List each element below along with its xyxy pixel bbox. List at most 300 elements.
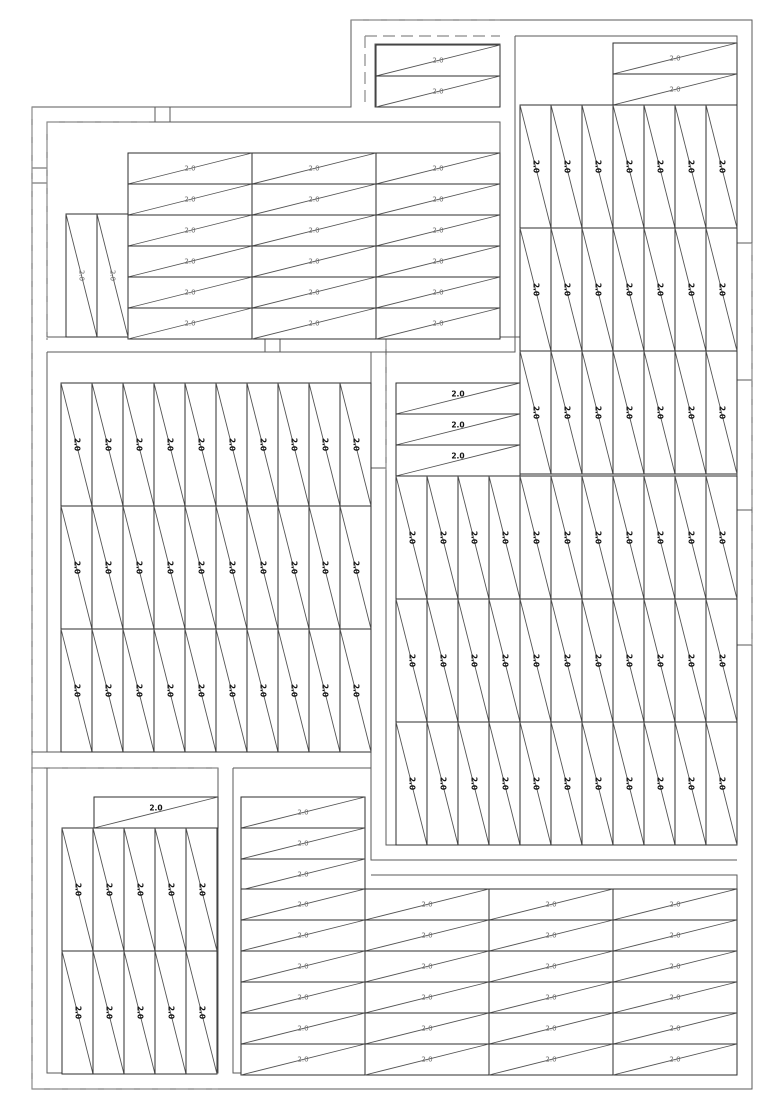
right-upper-panel	[706, 351, 737, 474]
panel-label: 2.0	[165, 560, 175, 575]
right-lower-panel	[675, 599, 706, 722]
right-lower-panel	[551, 476, 582, 599]
middle-left-panel	[340, 506, 371, 629]
right-lower-panel	[582, 722, 613, 845]
panel-label: 2.0	[438, 530, 448, 545]
bottom-left-panel	[93, 951, 124, 1074]
panel-label: 2.0	[686, 282, 696, 297]
bottom-right-panel	[489, 889, 613, 920]
right-lower-panel	[613, 599, 644, 722]
panel-label: 2.0	[308, 257, 320, 266]
panel-label: 2.0	[669, 931, 681, 940]
panel-label: 2.0	[320, 437, 330, 452]
middle-left-panel	[61, 383, 92, 506]
panel-label: 2.0	[655, 282, 665, 297]
panel-label: 2.0	[593, 405, 603, 420]
bottom-left-panel	[93, 828, 124, 951]
upper-left-panel	[128, 215, 252, 246]
bottom-right-panel	[365, 1013, 489, 1044]
panel-label: 2.0	[196, 683, 206, 698]
panel-label: 2.0	[227, 437, 237, 452]
panel-label: 2.0	[669, 900, 681, 909]
bottom-left-panel	[124, 951, 155, 1074]
middle-left-panel	[154, 629, 185, 752]
upper-left-panel	[252, 277, 376, 308]
bottom-right-panel	[613, 1044, 737, 1075]
upper-left-panel	[252, 246, 376, 277]
panel-label: 2.0	[308, 164, 320, 173]
middle-left-panel	[216, 383, 247, 506]
panel-label: 2.0	[686, 159, 696, 174]
right-upper-panel	[706, 105, 737, 228]
panel-label: 2.0	[717, 530, 727, 545]
middle-left-panel	[154, 506, 185, 629]
middle-left-panel	[123, 506, 154, 629]
panel-label: 2.0	[308, 319, 320, 328]
bottom-right-panel	[365, 920, 489, 951]
right-lower-panel	[582, 599, 613, 722]
right-lower-panel	[489, 476, 520, 599]
bottom-right-panel	[241, 889, 365, 920]
bottom-left-panel	[186, 828, 217, 951]
bottom-right-panel	[241, 1013, 365, 1044]
right-lower-panel	[551, 722, 582, 845]
panel-label: 2.0	[258, 683, 268, 698]
panel-label: 2.0	[289, 683, 299, 698]
panel-label: 2.0	[289, 560, 299, 575]
panel-label: 2.0	[104, 882, 114, 897]
panel-label: 2.0	[562, 776, 572, 791]
right-upper-panel	[520, 105, 551, 228]
bottom-left-landscape-panel	[94, 797, 218, 828]
right-upper-panel	[644, 105, 675, 228]
right-upper-panel	[551, 105, 582, 228]
panel-label: 2.0	[545, 900, 557, 909]
bottom-right-panel	[489, 920, 613, 951]
panel-label: 2.0	[135, 882, 145, 897]
bottom-left-panel	[62, 828, 93, 951]
upper-left-panel	[376, 308, 500, 339]
upper-left-panel	[376, 246, 500, 277]
upper-left-panel	[128, 153, 252, 184]
right-lower-panel	[644, 722, 675, 845]
right-upper-panel	[613, 228, 644, 351]
panel-label: 2.0	[438, 776, 448, 791]
right-lower-panel	[613, 476, 644, 599]
panel-label: 2.0	[624, 530, 634, 545]
panel-label: 2.0	[135, 1005, 145, 1020]
panel-label: 2.0	[624, 653, 634, 668]
panel-label: 2.0	[196, 560, 206, 575]
panel-label: 2.0	[717, 282, 727, 297]
panel-label: 2.0	[451, 389, 465, 399]
panel-label: 2.0	[351, 560, 361, 575]
middle-left-panel	[309, 506, 340, 629]
panel-label: 2.0	[545, 1024, 557, 1033]
bottom-right-panel	[241, 982, 365, 1013]
middle-left-panel	[340, 629, 371, 752]
right-lower-panel	[520, 722, 551, 845]
upper-left-panel	[252, 184, 376, 215]
bottom-right-panel	[365, 951, 489, 982]
bottom-right-stack-panel	[241, 859, 365, 890]
panel-label: 2.0	[297, 1024, 309, 1033]
panel-label: 2.0	[258, 560, 268, 575]
middle-left-panel	[247, 629, 278, 752]
right-lower-panel	[644, 599, 675, 722]
panel-label: 2.0	[669, 1055, 681, 1064]
panel-label: 2.0	[351, 683, 361, 698]
upper-left-panel	[252, 308, 376, 339]
panel-label: 2.0	[545, 993, 557, 1002]
panel-label: 2.0	[686, 653, 696, 668]
panel-label: 2.0	[77, 269, 86, 282]
right-mid-landscape-panel	[396, 414, 520, 445]
panel-label: 2.0	[103, 683, 113, 698]
panel-label: 2.0	[297, 808, 309, 817]
panel-label: 2.0	[134, 560, 144, 575]
panel-label: 2.0	[669, 993, 681, 1002]
panel-label: 2.0	[407, 653, 417, 668]
panel-label: 2.0	[166, 1005, 176, 1020]
panel-label: 2.0	[134, 437, 144, 452]
panel-label: 2.0	[103, 560, 113, 575]
right-upper-panel	[520, 228, 551, 351]
right-upper-panel	[582, 351, 613, 474]
panel-label: 2.0	[451, 451, 465, 461]
right-upper-panel	[644, 351, 675, 474]
right-upper-panel	[582, 228, 613, 351]
panel-label: 2.0	[593, 530, 603, 545]
panel-label: 2.0	[432, 56, 444, 65]
bottom-left-panel	[124, 828, 155, 951]
right-lower-panel	[520, 476, 551, 599]
panel-label: 2.0	[531, 282, 541, 297]
middle-left-panel	[247, 506, 278, 629]
panel-label: 2.0	[165, 683, 175, 698]
middle-left-panel	[247, 383, 278, 506]
right-upper-panel	[675, 228, 706, 351]
vent-box	[155, 107, 170, 122]
panel-label: 2.0	[73, 882, 83, 897]
middle-left-panel	[340, 383, 371, 506]
panel-label: 2.0	[593, 776, 603, 791]
panel-label: 2.0	[421, 931, 433, 940]
right-upper-panel	[613, 351, 644, 474]
top-right-panel	[613, 43, 737, 74]
panel-label: 2.0	[320, 560, 330, 575]
middle-left-panel	[309, 383, 340, 506]
right-lower-panel	[458, 599, 489, 722]
panel-label: 2.0	[432, 226, 444, 235]
panel-label: 2.0	[531, 776, 541, 791]
panel-label: 2.0	[165, 437, 175, 452]
panel-array	[61, 43, 737, 1075]
middle-left-panel	[278, 383, 309, 506]
bottom-right-panel	[241, 920, 365, 951]
upper-left-panel	[128, 308, 252, 339]
right-upper-panel	[675, 105, 706, 228]
top-small-panel	[376, 45, 500, 76]
panel-label: 2.0	[184, 319, 196, 328]
panel-label: 2.0	[184, 288, 196, 297]
panel-label: 2.0	[103, 437, 113, 452]
right-lower-panel	[427, 476, 458, 599]
panel-label: 2.0	[686, 530, 696, 545]
top-small-panel	[376, 76, 500, 107]
upper-left-panel	[252, 153, 376, 184]
panel-label: 2.0	[297, 1055, 309, 1064]
panel-label: 2.0	[432, 257, 444, 266]
panel-label: 2.0	[669, 1024, 681, 1033]
upper-left-panel	[252, 215, 376, 246]
bottom-right-panel	[489, 1013, 613, 1044]
bottom-right-stack-panel	[241, 828, 365, 859]
panel-label: 2.0	[624, 282, 634, 297]
panel-label: 2.0	[562, 653, 572, 668]
middle-left-panel	[216, 506, 247, 629]
bottom-left-panel	[62, 951, 93, 1074]
middle-left-panel	[123, 383, 154, 506]
middle-left-panel	[278, 506, 309, 629]
middle-left-panel	[185, 629, 216, 752]
right-lower-panel	[613, 722, 644, 845]
middle-left-panel	[61, 629, 92, 752]
panel-label: 2.0	[308, 226, 320, 235]
panel-label: 2.0	[717, 653, 727, 668]
panel-label: 2.0	[149, 803, 163, 813]
right-upper-panel	[613, 105, 644, 228]
panel-label: 2.0	[717, 776, 727, 791]
panel-label: 2.0	[108, 269, 117, 282]
middle-left-panel	[123, 629, 154, 752]
right-upper-panel	[582, 105, 613, 228]
panel-label: 2.0	[562, 282, 572, 297]
bottom-right-panel	[613, 920, 737, 951]
right-upper-panel	[520, 351, 551, 474]
panel-label: 2.0	[197, 1005, 207, 1020]
panel-label: 2.0	[686, 776, 696, 791]
panel-label: 2.0	[308, 288, 320, 297]
right-lower-panel	[396, 599, 427, 722]
vent-box-left	[32, 168, 47, 183]
panel-label: 2.0	[562, 530, 572, 545]
panel-label: 2.0	[184, 257, 196, 266]
panel-label: 2.0	[500, 653, 510, 668]
right-lower-panel	[675, 476, 706, 599]
panel-label: 2.0	[134, 683, 144, 698]
panel-label: 2.0	[593, 653, 603, 668]
panel-label: 2.0	[72, 560, 82, 575]
panel-label: 2.0	[196, 437, 206, 452]
right-upper-panel	[644, 228, 675, 351]
bottom-right-panel	[613, 1013, 737, 1044]
panel-label: 2.0	[297, 962, 309, 971]
upper-left-panel	[128, 184, 252, 215]
panel-label: 2.0	[432, 288, 444, 297]
panel-label: 2.0	[531, 653, 541, 668]
right-lower-panel	[458, 722, 489, 845]
panel-label: 2.0	[669, 85, 681, 94]
panel-label: 2.0	[545, 1055, 557, 1064]
upper-left-panel	[376, 215, 500, 246]
panel-label: 2.0	[421, 1024, 433, 1033]
panel-label: 2.0	[438, 653, 448, 668]
upper-left-panel	[376, 184, 500, 215]
bottom-right-panel	[365, 982, 489, 1013]
bottom-right-panel	[241, 951, 365, 982]
panel-label: 2.0	[593, 159, 603, 174]
upper-left-panel	[128, 246, 252, 277]
panel-label: 2.0	[655, 776, 665, 791]
right-lower-panel	[396, 722, 427, 845]
right-lower-panel	[706, 722, 737, 845]
panel-label: 2.0	[289, 437, 299, 452]
right-upper-panel	[706, 228, 737, 351]
right-lower-panel	[582, 476, 613, 599]
bottom-left-panel	[186, 951, 217, 1074]
right-lower-panel	[396, 476, 427, 599]
right-lower-panel	[706, 599, 737, 722]
panel-label: 2.0	[624, 405, 634, 420]
panel-label: 2.0	[104, 1005, 114, 1020]
panel-label: 2.0	[624, 159, 634, 174]
panel-label: 2.0	[655, 159, 665, 174]
bottom-right-panel	[489, 1044, 613, 1075]
right-lower-panel	[551, 599, 582, 722]
middle-left-panel	[61, 506, 92, 629]
panel-label: 2.0	[184, 164, 196, 173]
panel-label: 2.0	[469, 653, 479, 668]
middle-left-panel	[154, 383, 185, 506]
panel-label: 2.0	[258, 437, 268, 452]
right-upper-panel	[675, 351, 706, 474]
panel-label: 2.0	[184, 195, 196, 204]
bottom-right-panel	[489, 982, 613, 1013]
panel-label: 2.0	[562, 405, 572, 420]
panel-label: 2.0	[669, 54, 681, 63]
panel-label: 2.0	[308, 195, 320, 204]
bottom-left-panel	[155, 828, 186, 951]
right-lower-panel	[458, 476, 489, 599]
panel-label: 2.0	[227, 560, 237, 575]
right-lower-panel	[489, 722, 520, 845]
panel-label: 2.0	[432, 319, 444, 328]
middle-left-panel	[278, 629, 309, 752]
middle-left-panel	[92, 629, 123, 752]
right-lower-panel	[427, 722, 458, 845]
panel-label: 2.0	[531, 530, 541, 545]
right-lower-panel	[706, 476, 737, 599]
bottom-right-panel	[613, 889, 737, 920]
bottom-right-panel	[489, 951, 613, 982]
top-right-panel	[613, 74, 737, 105]
panel-label: 2.0	[73, 1005, 83, 1020]
panel-label: 2.0	[545, 931, 557, 940]
panel-label: 2.0	[297, 839, 309, 848]
panel-label: 2.0	[407, 530, 417, 545]
right-upper-panel	[551, 351, 582, 474]
panel-label: 2.0	[297, 993, 309, 1002]
panel-label: 2.0	[407, 776, 417, 791]
upper-left-portrait-panel	[97, 214, 128, 337]
panel-label: 2.0	[72, 437, 82, 452]
panel-label: 2.0	[227, 683, 237, 698]
panel-label: 2.0	[421, 962, 433, 971]
right-lower-panel	[520, 599, 551, 722]
right-upper-panel	[551, 228, 582, 351]
middle-left-panel	[309, 629, 340, 752]
right-mid-landscape-panel	[396, 383, 520, 414]
panel-label: 2.0	[593, 282, 603, 297]
bottom-right-panel	[365, 889, 489, 920]
panel-label: 2.0	[297, 900, 309, 909]
bottom-right-panel	[613, 951, 737, 982]
upper-left-panel	[376, 153, 500, 184]
panel-label: 2.0	[562, 159, 572, 174]
right-lower-panel	[427, 599, 458, 722]
panel-label: 2.0	[421, 1055, 433, 1064]
panel-label: 2.0	[655, 530, 665, 545]
panel-label: 2.0	[351, 437, 361, 452]
panel-label: 2.0	[469, 776, 479, 791]
panel-label: 2.0	[531, 405, 541, 420]
upper-left-portrait-panel	[66, 214, 97, 337]
middle-left-panel	[185, 383, 216, 506]
upper-left-panel	[376, 277, 500, 308]
panel-label: 2.0	[72, 683, 82, 698]
panel-label: 2.0	[717, 159, 727, 174]
panel-label: 2.0	[197, 882, 207, 897]
middle-left-panel	[92, 506, 123, 629]
right-lower-panel	[489, 599, 520, 722]
panel-label: 2.0	[297, 931, 309, 940]
panel-label: 2.0	[686, 405, 696, 420]
panel-label: 2.0	[320, 683, 330, 698]
panel-label: 2.0	[655, 653, 665, 668]
bottom-right-panel	[613, 982, 737, 1013]
panel-label: 2.0	[432, 195, 444, 204]
panel-label: 2.0	[545, 962, 557, 971]
panel-label: 2.0	[184, 226, 196, 235]
panel-label: 2.0	[432, 87, 444, 96]
panel-label: 2.0	[421, 900, 433, 909]
panel-label: 2.0	[166, 882, 176, 897]
panel-label: 2.0	[717, 405, 727, 420]
panel-label: 2.0	[655, 405, 665, 420]
middle-left-panel	[185, 506, 216, 629]
right-mid-landscape-panel	[396, 445, 520, 476]
bottom-right-stack-panel	[241, 797, 365, 828]
panel-label: 2.0	[297, 870, 309, 879]
panel-label: 2.0	[432, 164, 444, 173]
panel-label: 2.0	[451, 420, 465, 430]
panel-label: 2.0	[669, 962, 681, 971]
panel-label: 2.0	[469, 530, 479, 545]
middle-left-panel	[216, 629, 247, 752]
right-lower-panel	[675, 722, 706, 845]
upper-left-panel	[128, 277, 252, 308]
panel-label: 2.0	[624, 776, 634, 791]
middle-left-panel	[92, 383, 123, 506]
panel-label: 2.0	[500, 530, 510, 545]
bottom-left-panel	[155, 951, 186, 1074]
right-lower-panel	[644, 476, 675, 599]
bottom-right-panel	[241, 1044, 365, 1075]
panel-label: 2.0	[531, 159, 541, 174]
bottom-right-panel	[365, 1044, 489, 1075]
panel-label: 2.0	[421, 993, 433, 1002]
